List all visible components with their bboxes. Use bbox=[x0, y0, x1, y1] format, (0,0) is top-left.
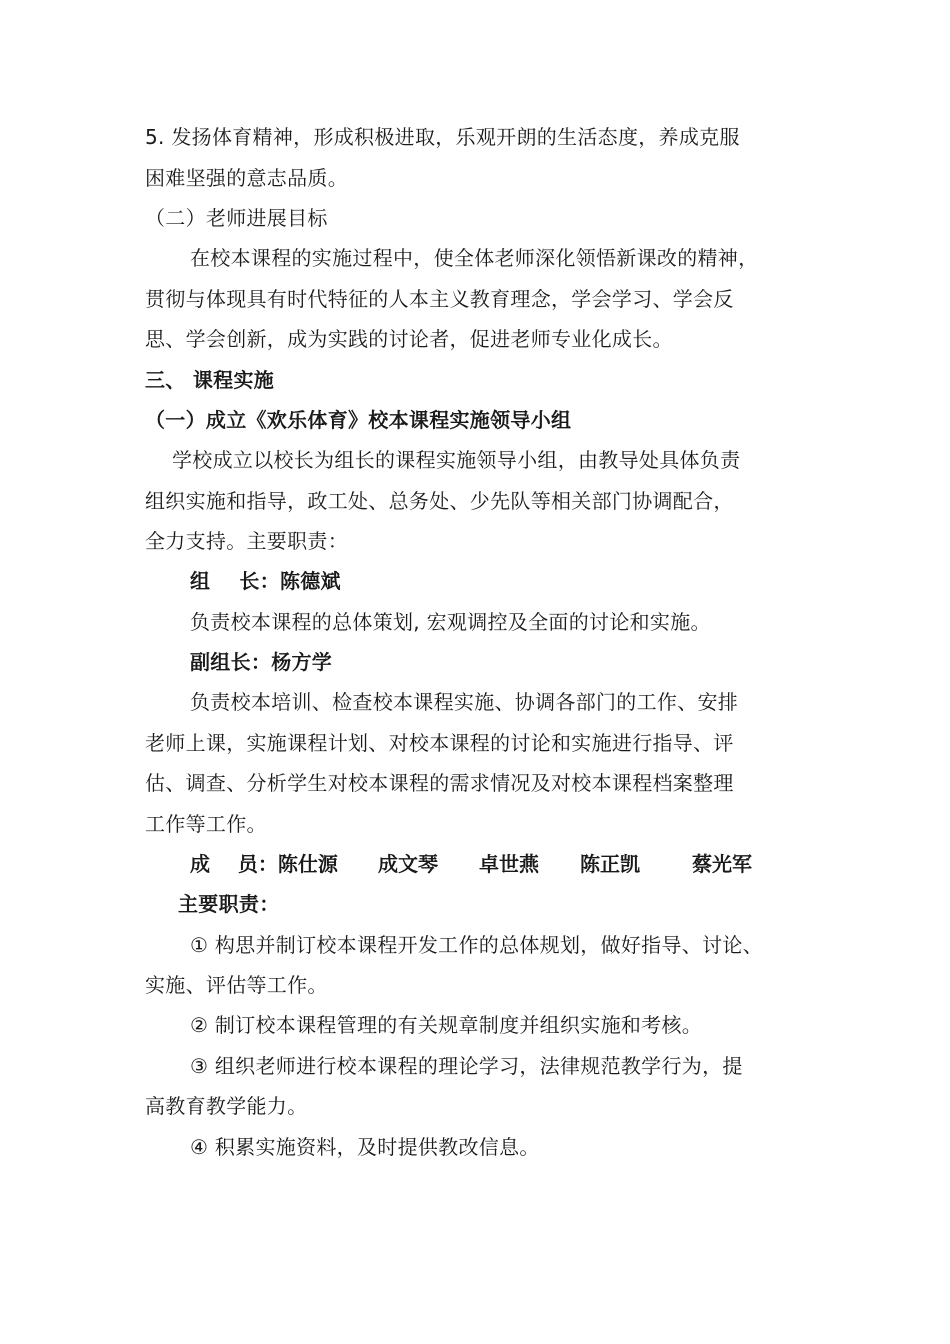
paragraph-line: 实施、评估等工作。 bbox=[145, 973, 328, 997]
paragraph-line: 在校本课程的实施过程中，使全体老师深化领悟新课改的精神， bbox=[190, 246, 759, 270]
paragraph-line: 负责校本课程的总体策划, 宏观调控及全面的讨论和实施。 bbox=[190, 610, 711, 634]
member-name: 蔡光军 bbox=[692, 852, 752, 876]
paragraph-line: 学校成立以校长为组长的课程实施领导小组，由教导处具体负责 bbox=[172, 448, 741, 472]
section-heading: （二）老师进展目标 bbox=[145, 206, 328, 230]
paragraph-line: 工作等工作。 bbox=[145, 812, 267, 836]
duty-item: ③ 组织老师进行校本课程的理论学习，法律规范教学行为，提 bbox=[190, 1054, 743, 1078]
member-name: 卓世燕 bbox=[479, 852, 539, 876]
paragraph-line: 负责校本培训、检查校本课程实施、协调各部门的工作、安排 bbox=[190, 690, 739, 714]
duties-heading: 主要职责： bbox=[178, 892, 280, 916]
paragraph-line: 思、学会创新，成为实践的讨论者，促进老师专业化成长。 bbox=[145, 327, 673, 351]
deputy-leader: 副组长：杨方学 bbox=[190, 650, 333, 674]
member-name: 陈正凯 bbox=[580, 852, 640, 876]
paragraph-line: 组织实施和指导，政工处、总务处、少先队等相关部门协调配合， bbox=[145, 489, 734, 513]
paragraph-line: 估、调查、分析学生对校本课程的需求情况及对校本课程档案整理 bbox=[145, 771, 734, 795]
group-leader: 组 长：陈德斌 bbox=[190, 569, 341, 593]
paragraph-line: 老师上课，实施课程计划、对校本课程的讨论和实施进行指导、评 bbox=[145, 731, 734, 755]
paragraph-line: 全力支持。主要职责： bbox=[145, 529, 348, 553]
members-label: 成 员：陈仕源 bbox=[190, 852, 338, 876]
duty-item: ② 制订校本课程管理的有关规章制度并组织实施和考核。 bbox=[190, 1013, 703, 1037]
paragraph-line: 5. 发扬体育精神，形成积极进取，乐观开朗的生活态度，养成克服 bbox=[145, 125, 740, 149]
chapter-heading: 三、 课程实施 bbox=[145, 368, 275, 392]
section-heading: （一）成立《欢乐体育》校本课程实施领导小组 bbox=[145, 408, 572, 432]
duty-item: ① 构思并制订校本课程开发工作的总体规划，做好指导、讨论、 bbox=[190, 933, 763, 957]
paragraph-line: 贯彻与体现具有时代特征的人本主义教育理念，学会学习、学会反 bbox=[145, 287, 734, 311]
duty-item: ④ 积累实施资料，及时提供教改信息。 bbox=[190, 1135, 540, 1159]
member-name: 成文琴 bbox=[378, 852, 438, 876]
paragraph-line: 高教育教学能力。 bbox=[145, 1094, 308, 1118]
paragraph-line: 困难坚强的意志品质。 bbox=[145, 166, 348, 190]
